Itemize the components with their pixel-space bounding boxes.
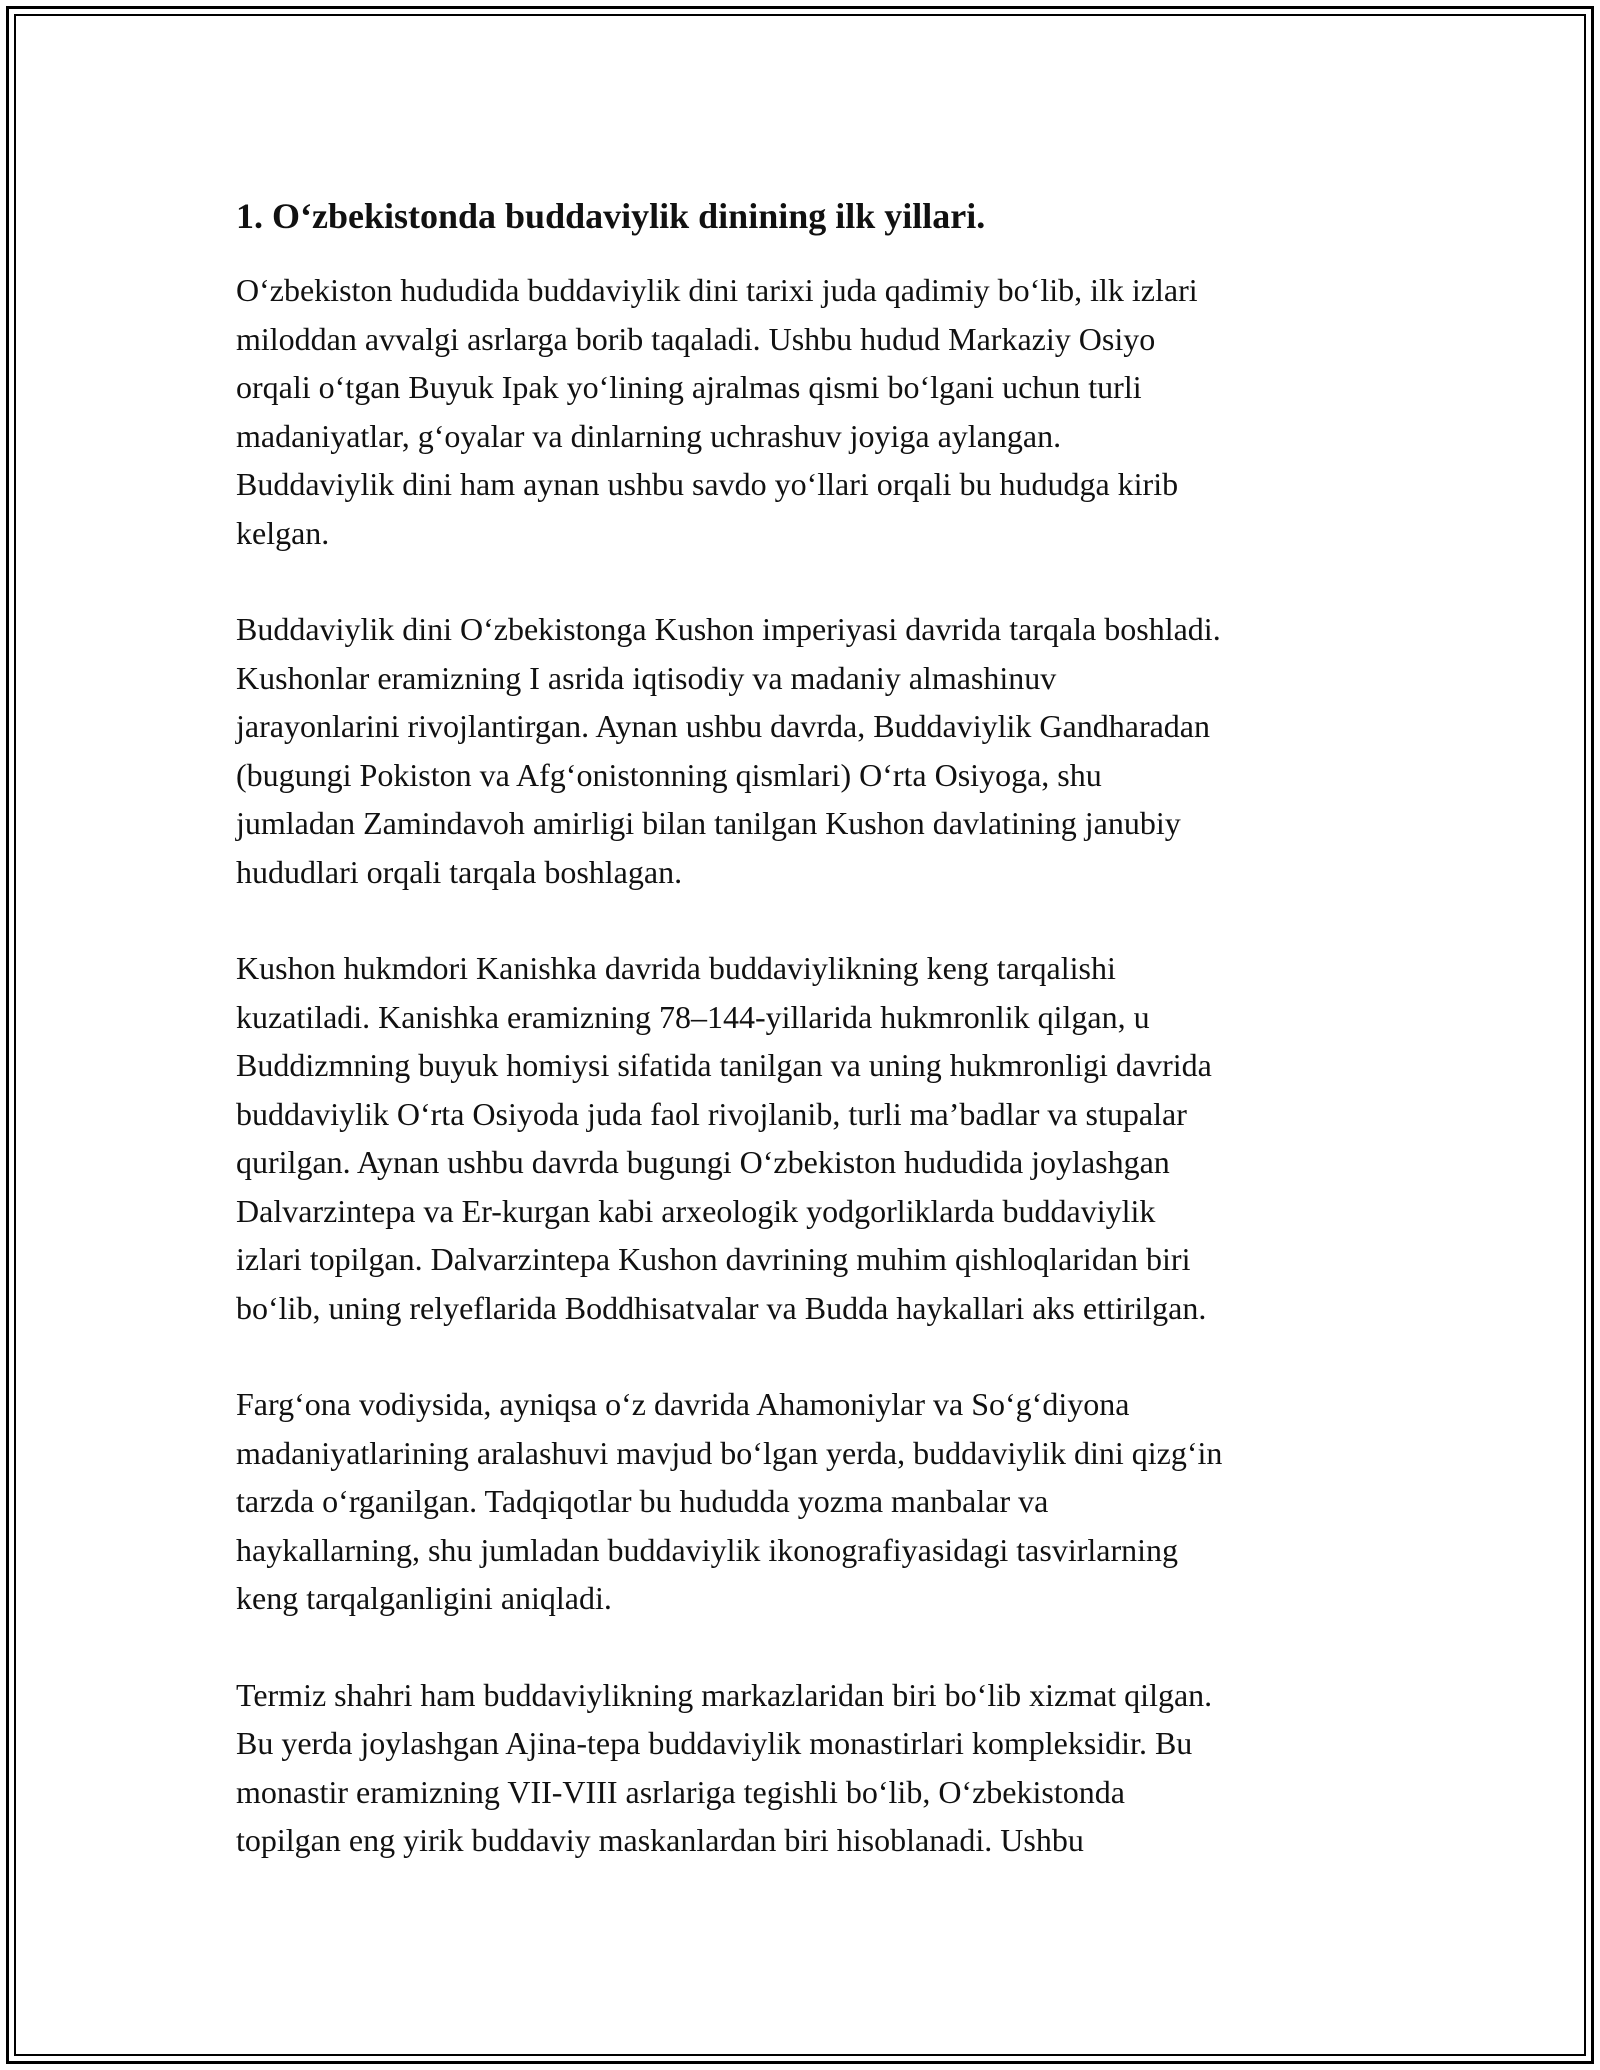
paragraph-4	[236, 1380, 1386, 1623]
text-line: qurilgan. Aynan ushbu davrda bugungi O‘zbekiston hududida joylashgan	[236, 1144, 1170, 1180]
text-line: Dalvarzintepa va Er-kurgan kabi arxeologik yodgorliklarda buddaviylik	[236, 1192, 1156, 1229]
text-line: miloddan avvalgi asrlarga borib taqaladi. Ushbu hudud Markaziy Osiyo	[236, 320, 1156, 357]
text-line: Kushonlar eramizning I asrida iqtisodiy va madaniy almashinuv	[236, 659, 1057, 696]
text-line: bo‘lib, uning relyeflarida Boddhisatvalar va Budda haykallari aks ettirilgan.	[236, 1289, 1207, 1326]
text-line: Termiz shahri ham buddaviylikning markazlaridan biri bo‘lib xizmat qilgan.	[236, 1676, 1213, 1713]
text-line: izlari topilgan. Dalvarzintepa Kushon davrining muhim qishloqlaridan biri	[236, 1241, 1191, 1277]
text-line: keng tarqalganligini aniqladi.	[236, 1580, 612, 1616]
text-line: jumladan Zamindavoh amirligi bilan tanilgan Kushon davlatining janubiy	[236, 805, 1181, 841]
text-line: kelgan.	[236, 514, 330, 551]
text-line: tarzda o‘rganilgan. Tadqiqotlar bu hududda yozma manbalar va	[236, 1483, 1049, 1519]
text-line: madaniyatlar, g‘oyalar va dinlarning uchrashuv joyiga aylangan.	[236, 417, 1062, 454]
paragraph-5	[236, 1671, 1386, 1865]
text-line: Buddizmning buyuk homiysi sifatida tanilgan va uning hukmronligi davrida	[236, 1047, 1212, 1083]
text-line: Farg‘ona vodiysida, ayniqsa o‘z davrida Ahamoniylar va So‘g‘diyona	[236, 1386, 1130, 1422]
text-line: orqali o‘tgan Buyuk Ipak yo‘lining ajralmas qismi bo‘lgani uchun turli	[236, 369, 1142, 405]
text-line: hududlari orqali tarqala boshlagan.	[236, 853, 683, 890]
paragraph-3	[236, 944, 1386, 1332]
document-body	[236, 188, 1386, 1913]
text-line: Buddaviylik dini O‘zbekistonga Kushon imperiyasi davrida tarqala boshladi.	[236, 611, 1221, 647]
text-line: Kushon hukmdori Kanishka davrida buddaviylikning keng tarqalishi	[236, 950, 1116, 986]
text-line: topilgan eng yirik buddaviy maskanlardan biri hisoblanadi. Ushbu	[236, 1822, 1084, 1858]
paragraph-1	[236, 266, 1386, 557]
text-line: madaniyatlarining aralashuvi mavjud bo‘lgan yerda, buddaviylik dini qizg‘in	[236, 1434, 1223, 1471]
text-line: monastir eramizning VII-VIII asrlariga tegishli bo‘lib, O‘zbekistonda	[236, 1773, 1125, 1810]
text-line: Bu yerda joylashgan Ajina-tepa buddaviylik monastirlari kompleksidir. Bu	[236, 1725, 1193, 1761]
text-line: jarayonlarini rivojlantirgan. Aynan ushbu davrda, Buddaviylik Gandharadan	[236, 708, 1210, 744]
text-line: O‘zbekiston hududida buddaviylik dini tarixi juda qadimiy bo‘lib, ilk izlari	[236, 272, 1198, 308]
paragraph-2	[236, 605, 1386, 896]
text-line: Buddaviylik dini ham aynan ushbu savdo yo‘llari orqali bu hududga kirib	[236, 466, 1179, 502]
text-line: haykallarning, shu jumladan buddaviylik ikonografiyasidagi tasvirlarning	[236, 1531, 1179, 1568]
section-heading: 1. O‘zbekistonda buddaviylik dinining ilk yillari.	[236, 196, 986, 236]
text-line: buddaviylik O‘rta Osiyoda juda faol rivojlanib, turli ma’badlar va stupalar	[236, 1095, 1187, 1132]
text-line: kuzatiladi. Kanishka eramizning 78–144-yillarida hukmronlik qilgan, u	[236, 998, 1150, 1035]
text-line: (bugungi Pokiston va Afg‘onistonning qismlari) O‘rta Osiyoga, shu	[236, 756, 1102, 793]
